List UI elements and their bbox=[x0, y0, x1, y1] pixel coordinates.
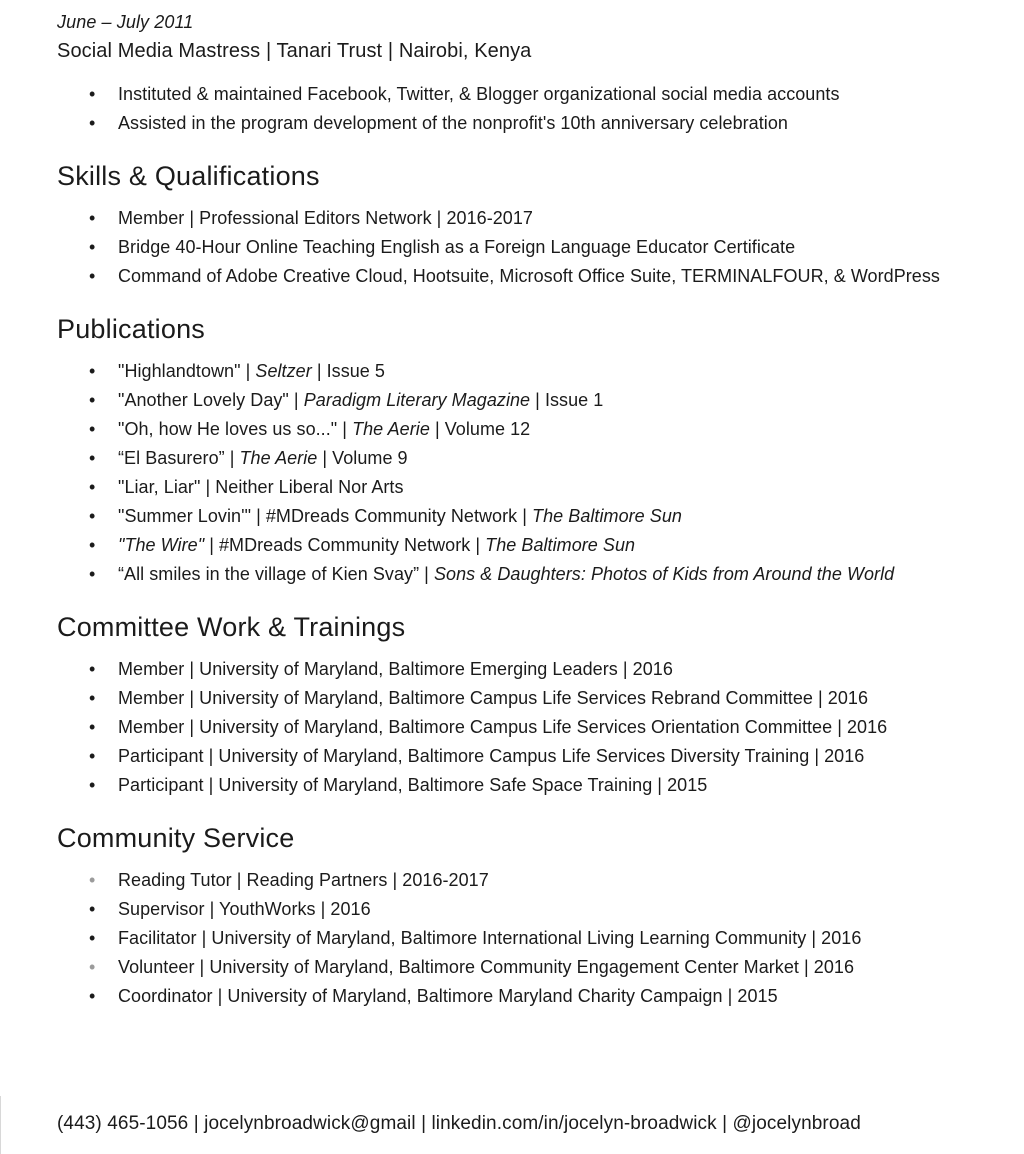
list-item-text: Assisted in the program development of the nonprofit's 10th anniversary celebration bbox=[118, 113, 788, 133]
list-item bbox=[0, 655, 1024, 684]
list-item-text: Facilitator | University of Maryland, Baltimore International Living Learning Community | 2016 bbox=[118, 928, 862, 948]
publication-title: "Oh, how He loves us so..." bbox=[118, 419, 338, 439]
list-item: • "Highlandtown" | Seltzer | Issue 5 bbox=[0, 357, 1024, 386]
bullet-icon: • bbox=[89, 208, 96, 228]
list-item-text: Member | University of Maryland, Baltimore Campus Life Services Orientation Committee | 2016 bbox=[118, 717, 888, 737]
publication-title: "Another Lovely Day" bbox=[118, 390, 289, 410]
publication-extra: The Baltimore Sun bbox=[485, 535, 636, 555]
contact-line: (443) 465-1056 | jocelynbroadwick@gmail | linkedin.com/in/jocelyn-broadwick | @jocelynbroad bbox=[57, 1113, 861, 1134]
list-item-text: Member | University of Maryland, Baltimore Campus Life Services Rebrand Committee | 2016 bbox=[118, 688, 869, 708]
publication-title: "The Wire" bbox=[118, 535, 205, 555]
committee-bullet-list bbox=[0, 655, 1024, 800]
bullet-icon: • bbox=[89, 986, 96, 1006]
publication-extra: Volume 9 bbox=[332, 448, 408, 468]
experience-title-line: Social Media Mastress | Tanari Trust | Nairobi, Kenya bbox=[57, 40, 532, 62]
bullet-icon: • bbox=[89, 659, 96, 679]
list-item bbox=[0, 233, 1024, 262]
list-item-text: Participant | University of Maryland, Baltimore Campus Life Services Diversity Training | 2016 bbox=[118, 746, 865, 766]
list-item-text: Instituted & maintained Facebook, Twitter, & Blogger organizational social media accounts bbox=[118, 84, 840, 104]
list-item: • "The Wire" | #MDreads Community Network | The Baltimore Sun bbox=[0, 531, 1024, 560]
publication-extra: Issue 1 bbox=[544, 390, 604, 410]
section-heading-committee: Committee Work & Trainings bbox=[57, 612, 406, 642]
list-item: • "Another Lovely Day" | Paradigm Literary Magazine | Issue 1 bbox=[0, 386, 1024, 415]
list-item-text: Volunteer | University of Maryland, Baltimore Community Engagement Center Market | 2016 bbox=[118, 957, 855, 977]
publication-venue: Seltzer bbox=[255, 361, 312, 381]
list-item bbox=[0, 742, 1024, 771]
bullet-icon: • bbox=[89, 564, 96, 584]
bullet-icon: • bbox=[89, 113, 96, 133]
bullet-icon: • bbox=[89, 419, 96, 439]
list-item bbox=[0, 924, 1024, 953]
list-item bbox=[0, 895, 1024, 924]
publication-title: “All smiles in the village of Kien Svay” bbox=[118, 564, 420, 584]
section-heading-skills: Skills & Qualifications bbox=[57, 161, 320, 191]
scan-edge-artifact bbox=[0, 1096, 1, 1154]
bullet-icon: • bbox=[89, 535, 96, 555]
publication-venue: The Aerie bbox=[352, 419, 430, 439]
publication-title: “El Basurero” bbox=[118, 448, 225, 468]
list-item: • "Liar, Liar" | Neither Liberal Nor Arts bbox=[0, 473, 1024, 502]
experience-entry bbox=[0, 0, 1024, 66]
section-heading-community: Community Service bbox=[57, 823, 295, 853]
bullet-icon: • bbox=[89, 928, 96, 948]
list-item bbox=[0, 866, 1024, 895]
publication-extra: Issue 5 bbox=[326, 361, 385, 381]
list-item-text: Supervisor | YouthWorks | 2016 bbox=[118, 899, 371, 919]
list-item bbox=[0, 953, 1024, 982]
list-item bbox=[0, 109, 1024, 138]
list-item-text: Reading Tutor | Reading Partners | 2016-2017 bbox=[118, 870, 489, 890]
publication-title: "Summer Lovin'" bbox=[118, 506, 252, 526]
list-item-text: Command of Adobe Creative Cloud, Hootsuite, Microsoft Office Suite, TERMINALFOUR, & WordPress bbox=[118, 266, 940, 286]
list-item bbox=[0, 713, 1024, 742]
experience-bullet-list bbox=[0, 80, 1024, 138]
bullet-icon: • bbox=[89, 390, 96, 410]
bullet-icon: • bbox=[89, 237, 96, 257]
bullet-icon: • bbox=[89, 506, 96, 526]
skills-bullet-list bbox=[0, 204, 1024, 291]
list-item: • “All smiles in the village of Kien Svay” | Sons & Daughters: Photos of Kids from Around the World bbox=[0, 560, 1024, 589]
publications-bullet-list bbox=[0, 357, 1024, 589]
list-item: • “El Basurero” | The Aerie | Volume 9 bbox=[0, 444, 1024, 473]
bullet-icon: • bbox=[89, 775, 96, 795]
publication-title: "Liar, Liar" bbox=[118, 477, 201, 497]
bullet-icon: • bbox=[89, 717, 96, 737]
list-item bbox=[0, 204, 1024, 233]
section-heading-publications: Publications bbox=[57, 314, 205, 344]
list-item: • "Summer Lovin'" | #MDreads Community Network | The Baltimore Sun bbox=[0, 502, 1024, 531]
list-item: • "Oh, how He loves us so..." | The Aerie | Volume 12 bbox=[0, 415, 1024, 444]
publication-venue: Neither Liberal Nor Arts bbox=[215, 477, 404, 497]
publication-venue: The Aerie bbox=[239, 448, 318, 468]
list-item bbox=[0, 262, 1024, 291]
bullet-icon: • bbox=[89, 746, 96, 766]
experience-dates: June – July 2011 bbox=[57, 12, 194, 32]
bullet-icon: • bbox=[89, 266, 96, 286]
bullet-icon: • bbox=[89, 870, 96, 890]
publication-title: "Highlandtown" bbox=[118, 361, 241, 381]
list-item-text: Member | Professional Editors Network | 2016-2017 bbox=[118, 208, 533, 228]
bullet-icon: • bbox=[89, 688, 96, 708]
publication-extra: Volume 12 bbox=[444, 419, 531, 439]
bullet-icon: • bbox=[89, 84, 96, 104]
publication-venue: Paradigm Literary Magazine bbox=[303, 390, 531, 410]
list-item-text: Coordinator | University of Maryland, Baltimore Maryland Charity Campaign | 2015 bbox=[118, 986, 778, 1006]
list-item bbox=[0, 684, 1024, 713]
list-item bbox=[0, 771, 1024, 800]
list-item-text: Member | University of Maryland, Baltimore Emerging Leaders | 2016 bbox=[118, 659, 673, 679]
publication-venue: Sons & Daughters: Photos of Kids from Around the World bbox=[433, 564, 895, 584]
list-item bbox=[0, 982, 1024, 1011]
bullet-icon: • bbox=[89, 957, 96, 977]
bullet-icon: • bbox=[89, 361, 96, 381]
publication-extra: The Baltimore Sun bbox=[532, 506, 682, 526]
publication-venue: #MDreads Community Network bbox=[218, 535, 471, 555]
list-item bbox=[0, 80, 1024, 109]
bullet-icon: • bbox=[89, 448, 96, 468]
bullet-icon: • bbox=[89, 899, 96, 919]
list-item-text: Participant | University of Maryland, Baltimore Safe Space Training | 2015 bbox=[118, 775, 708, 795]
list-item-text: Bridge 40-Hour Online Teaching English as a Foreign Language Educator Certificate bbox=[118, 237, 796, 257]
publication-venue: #MDreads Community Network bbox=[265, 506, 518, 526]
bullet-icon: • bbox=[89, 477, 96, 497]
community-bullet-list bbox=[0, 866, 1024, 1011]
